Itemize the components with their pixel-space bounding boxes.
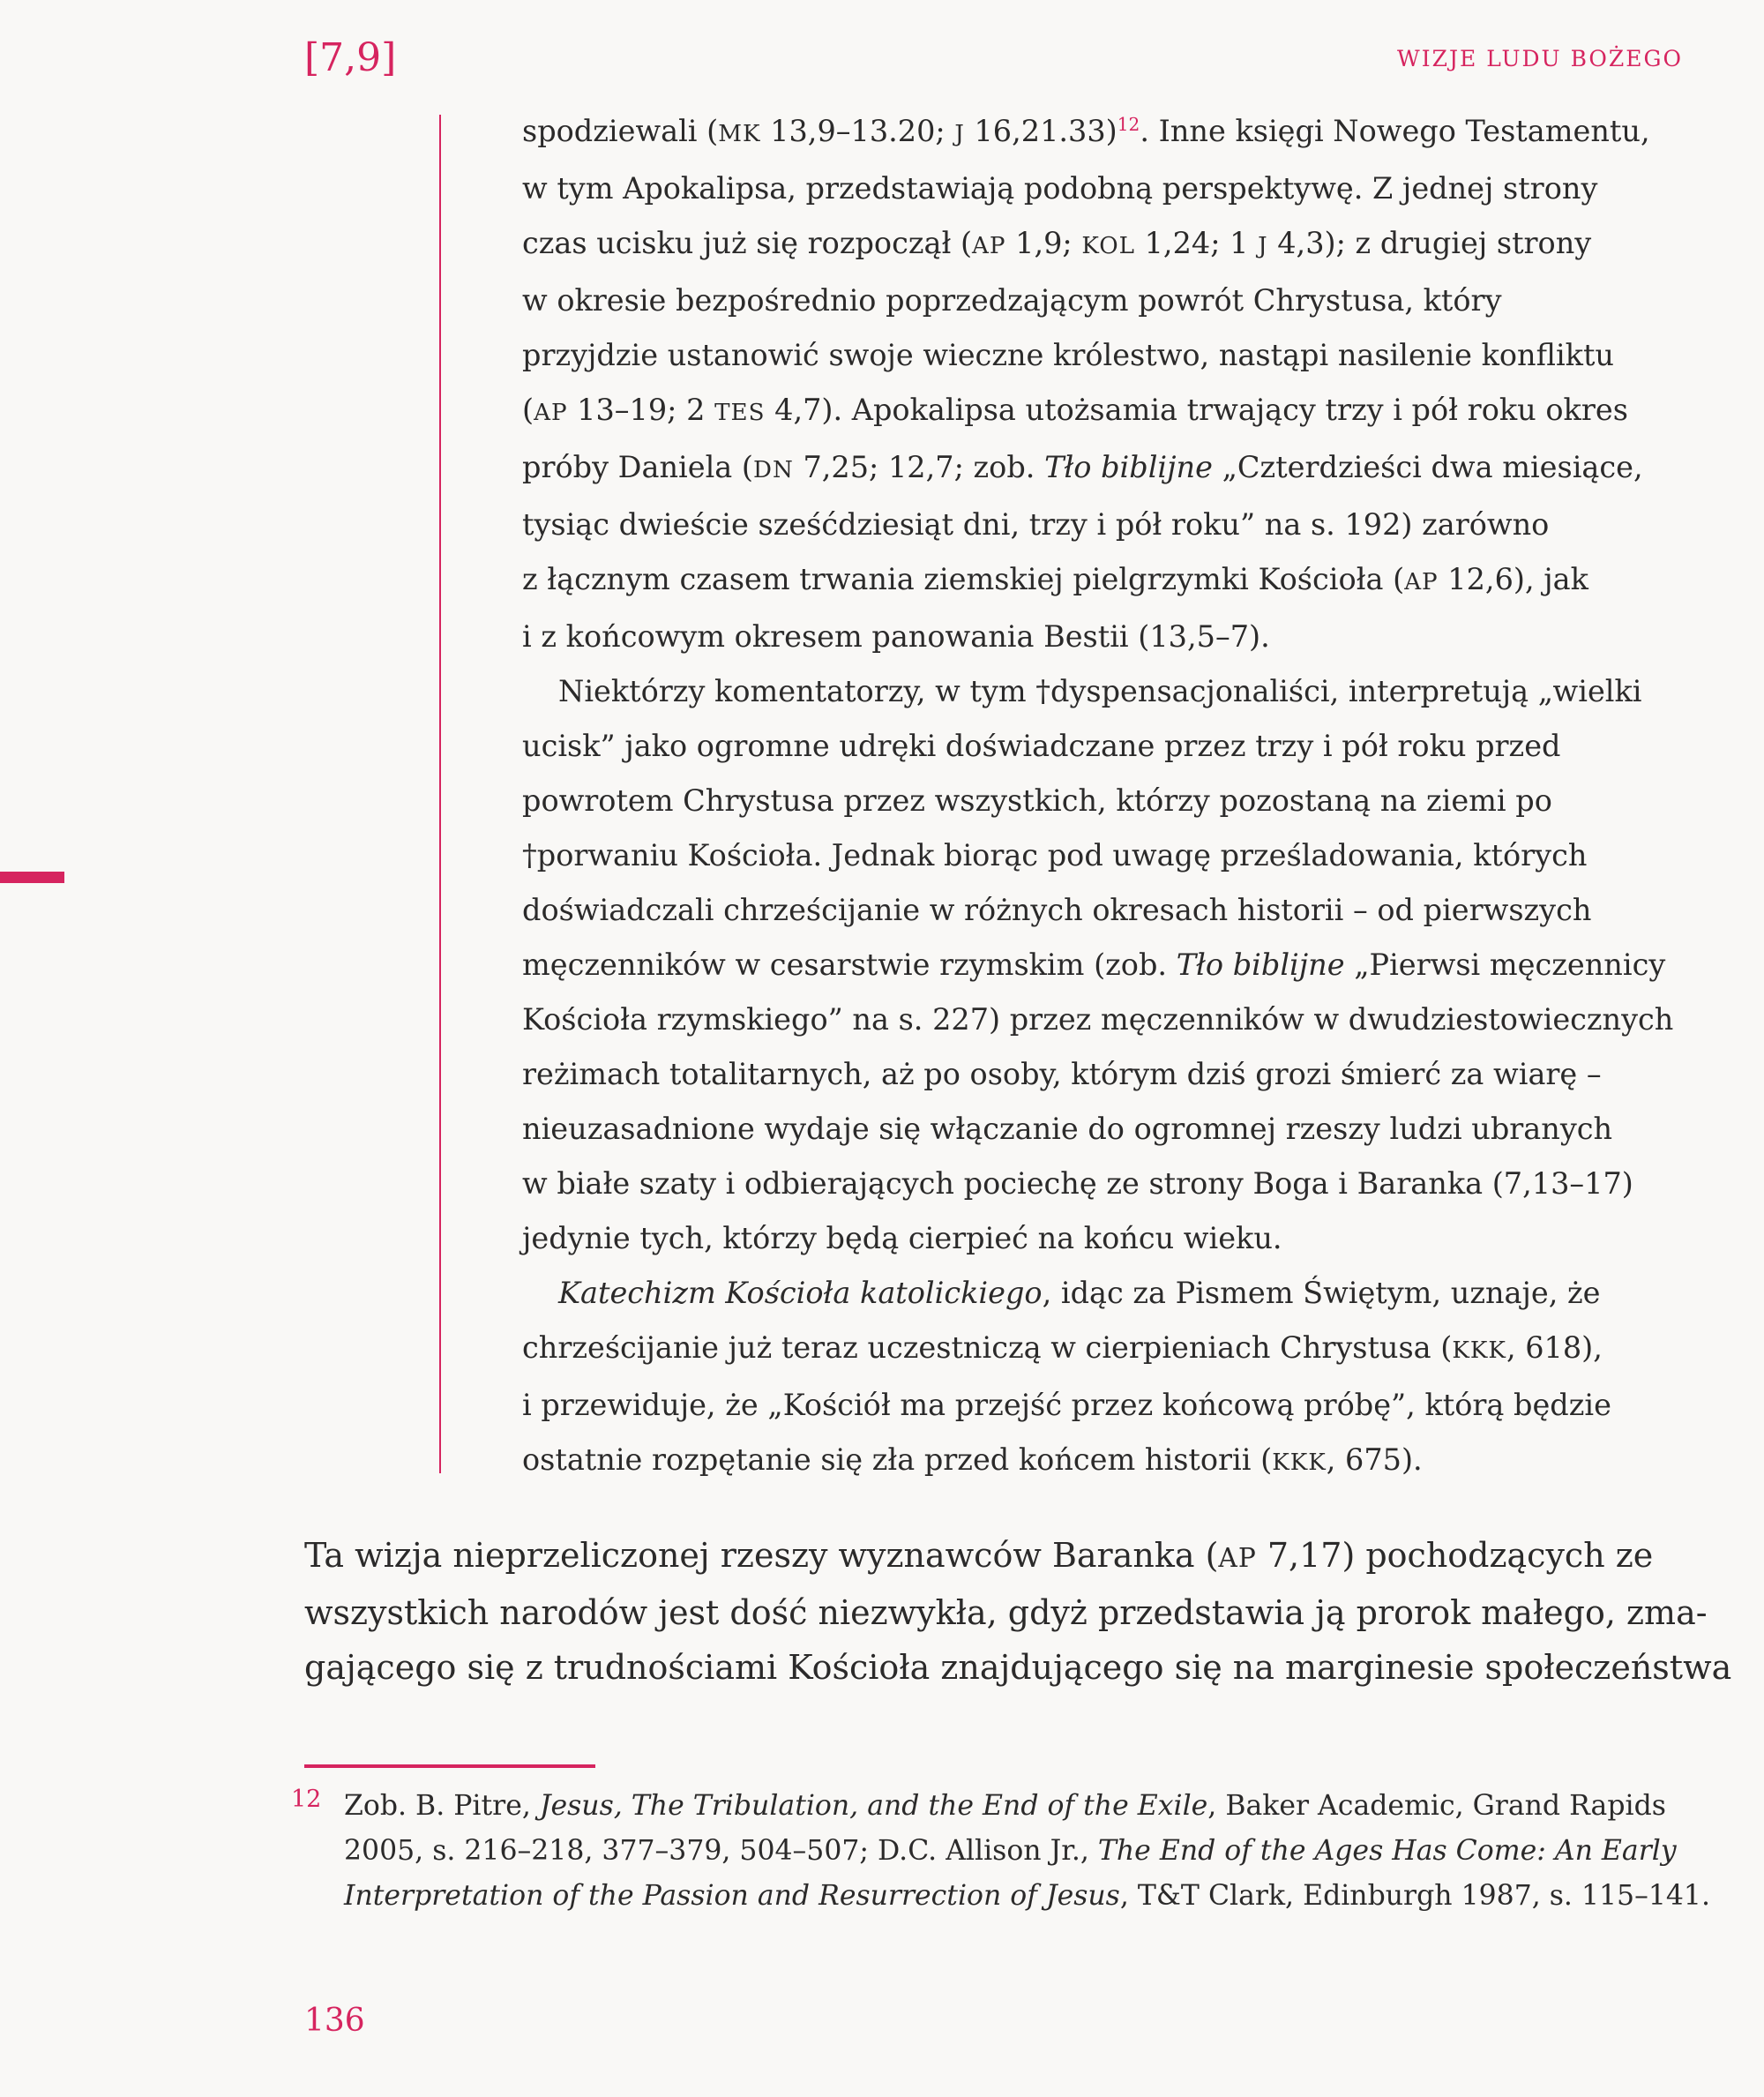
- text: 16,21.33): [964, 114, 1117, 148]
- text-line: [522, 1321, 1633, 1378]
- text: 12,6), jak: [1438, 562, 1588, 596]
- text-line: nieuzasadnione wydaje się włączanie do ogromnej rzeszy ludzi ubranych: [522, 1112, 1613, 1146]
- book-abbreviation: TES: [714, 400, 766, 426]
- text: Zob. B. Pitre,: [344, 1790, 540, 1822]
- footnote-number: 12: [291, 1786, 322, 1813]
- kkk-abbreviation: KKK: [1272, 1449, 1327, 1476]
- text-line: [522, 1433, 1633, 1490]
- text: 1,9;: [1005, 226, 1082, 260]
- text-line: doświadczali chrześcijanie w różnych okresach historii – od pierwszych: [522, 893, 1592, 927]
- text: ostatnie rozpętanie się zła przed końcem historii (: [522, 1442, 1273, 1477]
- sidebar-paragraph-2: [522, 664, 1674, 1266]
- text-line: w okresie bezpośrednio poprzedzającym powrót Chrystusa, który: [522, 283, 1502, 318]
- footnote: [291, 1784, 1710, 1919]
- footnote-rule: [304, 1764, 595, 1768]
- italic-title: Jesus, The Tribulation, and the End of the Exile: [539, 1790, 1208, 1822]
- text: czas ucisku już się rozpoczął (: [522, 226, 973, 260]
- book-abbreviation: DN: [753, 457, 794, 483]
- running-title: WIZJE LUDU BOŻEGO: [1397, 46, 1683, 71]
- text-line: [522, 216, 1633, 273]
- text: męczenników w cesarstwie rzymskim (zob.: [522, 947, 1177, 982]
- sidebar-paragraph-3: [522, 1266, 1633, 1490]
- text: , idąc za Pismem Świętym, uznaje, że: [1042, 1276, 1601, 1310]
- text: z łącznym czasem trwania ziemskiej pielgrzymki Kościoła (: [522, 562, 1405, 596]
- text-line: w tym Apokalipsa, przedstawiają podobną perspektywę. Z jednej strony: [522, 171, 1598, 206]
- kkk-abbreviation: KKK: [1452, 1337, 1506, 1364]
- text: (: [522, 393, 534, 427]
- text-line: reżimach totalitarnych, aż po osoby, którym dziś grozi śmierć za wiarę –: [522, 1057, 1602, 1091]
- text-line: przyjdzie ustanowić swoje wieczne królestwo, nastąpi nasilenie konfliktu: [522, 338, 1615, 372]
- text: 4,7). Apokalipsa utożsamia trwający trzy i pół roku okres: [765, 393, 1628, 427]
- page-number: 136: [304, 2003, 365, 2039]
- book-abbreviation: AP: [972, 233, 1006, 259]
- text: , 675).: [1326, 1442, 1423, 1477]
- text: Ta wizja nieprzeliczonej rzeszy wyznawców Baranka (: [304, 1536, 1219, 1575]
- text: 13–19; 2: [567, 393, 715, 427]
- footnote-marker[interactable]: 12: [1117, 113, 1140, 135]
- text: „Pierwsi męczennicy: [1344, 947, 1666, 982]
- italic-title: Tło biblijne: [1044, 450, 1213, 484]
- sidebar-rule: [439, 115, 441, 1473]
- text: 7,17) pochodzących ze: [1256, 1536, 1654, 1575]
- text-line: [344, 1874, 1710, 1919]
- sidebar-paragraph-1: [522, 104, 1650, 664]
- text-line: [344, 1784, 1680, 1829]
- text-line: [344, 1829, 1680, 1874]
- italic-title: The End of the Ages Has Come: An Early: [1097, 1835, 1677, 1867]
- text: . Inne księgi Nowego Testamentu,: [1140, 114, 1650, 148]
- book-abbreviation: AP: [1218, 1542, 1257, 1573]
- text: 4,3); z drugiej strony: [1267, 226, 1592, 260]
- text-line: [522, 1266, 1633, 1321]
- sidebar-box: [522, 104, 1674, 1490]
- book-abbreviation: KOL: [1081, 233, 1135, 259]
- text: , T&T Clark, Edinburgh 1987, s. 115–141.: [1119, 1880, 1710, 1912]
- text: próby Daniela (: [522, 450, 753, 484]
- book-abbreviation: AP: [1404, 569, 1439, 595]
- book-abbreviation: J: [1258, 233, 1268, 259]
- footnote-body: [344, 1784, 1710, 1919]
- book-abbreviation: AP: [534, 400, 568, 426]
- text-line: [304, 1528, 1680, 1585]
- text-line: i przewiduje, że „Kościół ma przejść przez końcową próbę”, którą będzie: [522, 1388, 1611, 1422]
- italic-title: Interpretation of the Passion and Resurrection of Jesus: [344, 1880, 1120, 1912]
- text: „Czterdzieści dwa miesiące,: [1212, 450, 1643, 484]
- text-line: [522, 440, 1643, 498]
- text-line: Kościoła rzymskiego” na s. 227) przez męczenników w dwudziestowiecznych: [522, 1002, 1674, 1037]
- margin-tab: [0, 872, 64, 883]
- text-line: Niektórzy komentatorzy, w tym †dyspensacjonaliści, interpretują „wielki: [558, 674, 1642, 708]
- text: 13,9–13.20;: [760, 114, 955, 148]
- text-line: [522, 104, 1650, 161]
- text: spodziewali (: [522, 114, 719, 148]
- text: , Baker Academic, Grand Rapids: [1207, 1790, 1666, 1822]
- chapter-reference: [7,9]: [304, 35, 397, 80]
- text-line: powrotem Chrystusa przez wszystkich, którzy pozostaną na ziemi po: [522, 783, 1552, 818]
- text: 1,24; 1: [1134, 226, 1259, 260]
- text-line: tysiąc dwieście sześćdziesiąt dni, trzy i pół roku” na s. 192) zarówno: [522, 507, 1550, 542]
- text: chrześcijanie już teraz uczestniczą w cierpieniach Chrystusa (: [522, 1330, 1453, 1365]
- text-line: i z końcowym okresem panowania Bestii (13,5–7).: [522, 619, 1270, 654]
- book-abbreviation: J: [954, 121, 965, 147]
- text-line: [522, 938, 1666, 992]
- text-line: [522, 383, 1633, 440]
- text: 7,25; 12,7; zob.: [793, 450, 1045, 484]
- text-line: gającego się z trudnościami Kościoła znajdującego się na marginesie społeczeństwa: [304, 1648, 1732, 1687]
- text-line: jedynie tych, którzy będą cierpieć na końcu wieku.: [522, 1221, 1282, 1255]
- text-line: ucisk” jako ogromne udręki doświadczane przez trzy i pół roku przed: [522, 729, 1561, 763]
- text-line: wszystkich narodów jest dość niezwykła, gdyż przedstawia ją prorok małego, zma-: [304, 1593, 1708, 1632]
- text-line: †porwaniu Kościoła. Jednak biorąc pod uwagę prześladowania, których: [522, 838, 1588, 873]
- text-line: w białe szaty i odbierających pociechę ze strony Boga i Baranka (7,13–17): [522, 1166, 1633, 1201]
- text: 2005, s. 216–218, 377–379, 504–507; D.C. Allison Jr.,: [344, 1835, 1098, 1867]
- italic-title: Tło biblijne: [1176, 947, 1345, 982]
- text: , 618),: [1506, 1330, 1603, 1365]
- italic-title: Katechizm Kościoła katolickiego: [558, 1276, 1043, 1310]
- main-body-text: [304, 1528, 1732, 1695]
- book-abbreviation: MK: [718, 121, 761, 147]
- text-line: [522, 552, 1633, 610]
